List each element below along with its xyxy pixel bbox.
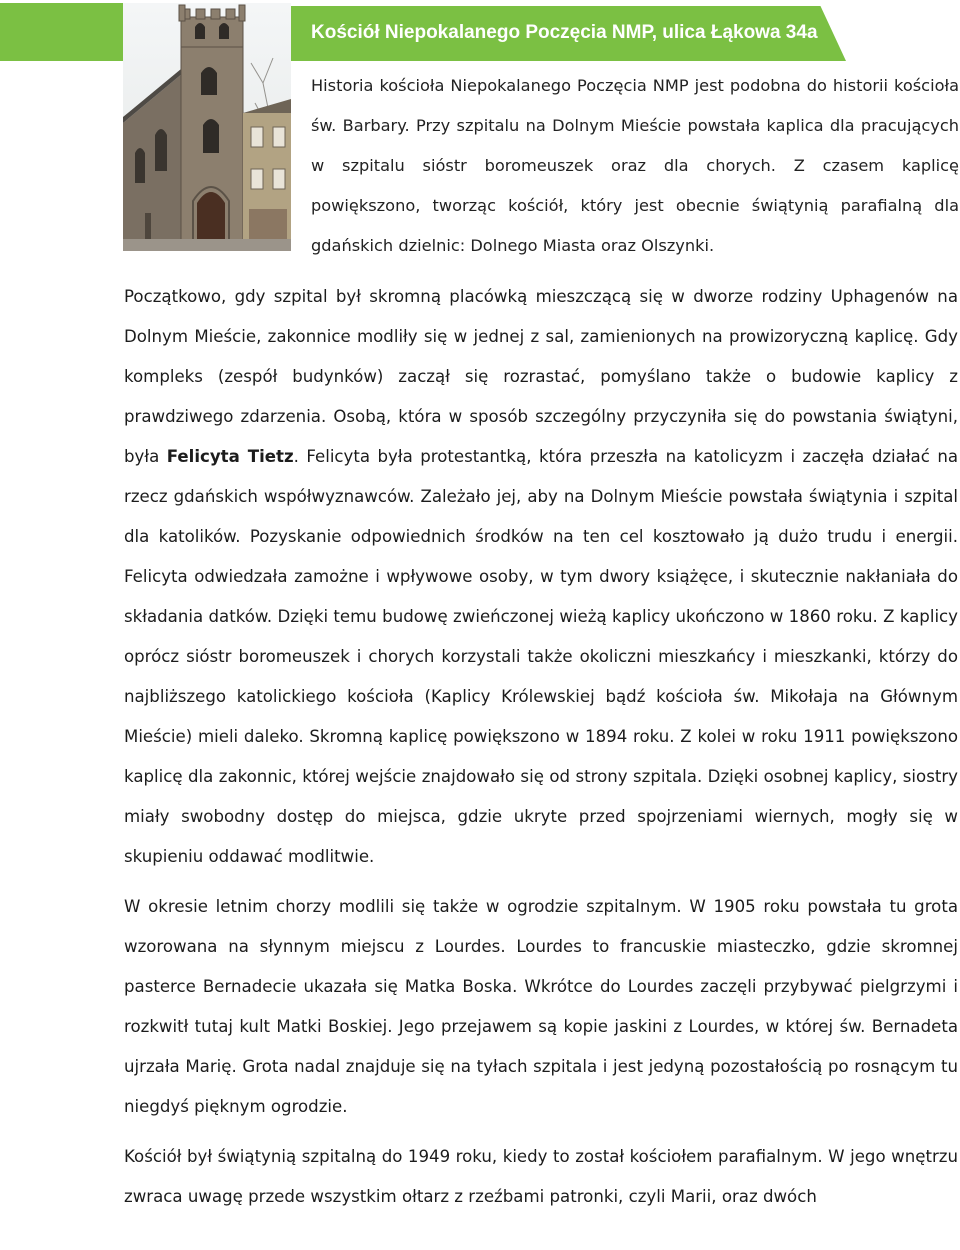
person-name-felicyta-tietz: Felicyta Tietz: [166, 447, 294, 466]
paragraph-parish-church: Kościół był świątynią szpitalną do 1949 roku, kiedy to został kościołem parafialnym. W jego wnętrzu zwraca uwagę przede wszystkim ołtarz z rzeźbami patronki, czyli Marii, oraz dwóch: [124, 1147, 958, 1206]
church-photo: [123, 3, 291, 251]
intro-paragraph: Historia kościoła Niepokalanego Poczęcia NMP jest podobna do historii kościoła św. Barbary. Przy szpitalu na Dolnym Mieście powstała kaplica dla pracujących w szpitalu sióstr boromeuszek oraz dla chorych. Z czasem kaplicę powiększono, tworząc kościół, który jest obecnie świątynią parafialną dla gdańskich dzielnic: Dolnego Miasta oraz Olszynki.: [311, 76, 959, 255]
church-illustration: [123, 3, 291, 251]
paragraph-history-part-2: . Felicyta była protestantką, która przeszła na katolicyzm i zaczęła działać na rzecz gdańskich współwyznawców. Zależało jej, aby na Dolnym Mieście powstała świątynia i szpital dla katolików. Pozyskanie odpowiednich środków na ten cel kosztowało ją dużo trudu i energii. Felicyta odwiedzała zamożne i wpływowe osoby, w tym dwory książęce, i skutecznie nakłaniała do składania datków. Dzięki temu budowę zwieńczonej wieżą kaplicy ukończono w 1860 roku. Z kaplicy oprócz sióstr boromeuszek i chorych korzystali także okoliczni mieszkańcy i mieszkanki, którzy do najbliższego katolickiego kościoła (Kaplicy Królewskiej bądź kościoła św. Mikołaja na Głównym Mieście) mieli daleko. Skromną kaplicę powiększono w 1894 roku. Z kolei w roku 1911 powiększono kaplicę dla zakonnic, której wejście znajdowało się od strony szpitala. Dzięki osobnej kaplicy, siostry miały swobodny dostęp do miejsca, gdzie ukryte przed spojrzeniami wiernych, mogły się w skupieniu oddawać modlitwie.: [124, 447, 958, 866]
paragraph-lourdes-grotto: W okresie letnim chorzy modlili się także w ogrodzie szpitalnym. W 1905 roku powstała tu grota wzorowana na słynnym miejscu z Lourdes. Lourdes to francuskie miasteczko, gdzie skromnej pasterce Bernadecie ukazała się Matka Boska. Wkrótce do Lourdes zaczęli przybywać pielgrzymi i rozkwitł tutaj kult Matki Boskiej. Jego przejawem są kopie jaskini z Lourdes, w której św. Bernadeta ujrzała Marię. Grota nadal znajduje się na tyłach szpitala i jest jedyną pozostałością po rosnącym tu niegdyś pięknym ogrodzie.: [124, 897, 958, 1116]
green-accent-square: [0, 3, 123, 61]
article-body: [124, 277, 958, 1227]
page-title: Kościół Niepokalanego Poczęcia NMP, ulica Łąkowa 34a: [311, 22, 818, 43]
paragraph-history: [124, 277, 958, 877]
paragraph-history-part-1: Początkowo, gdy szpital był skromną placówką mieszczącą się w dworze rodziny Uphagenów na Dolnym Mieście, zakonnice modliły się w jednej z sal, zamienionych na prowizoryczną kaplicę. Gdy kompleks (zespół budynków) zaczął się rozrastać, pomyślano także o budowie kaplicy z prawdziwego zdarzenia. Osobą, która w sposób szczególny przyczyniła się do powstania świątyni, była: [124, 287, 958, 466]
